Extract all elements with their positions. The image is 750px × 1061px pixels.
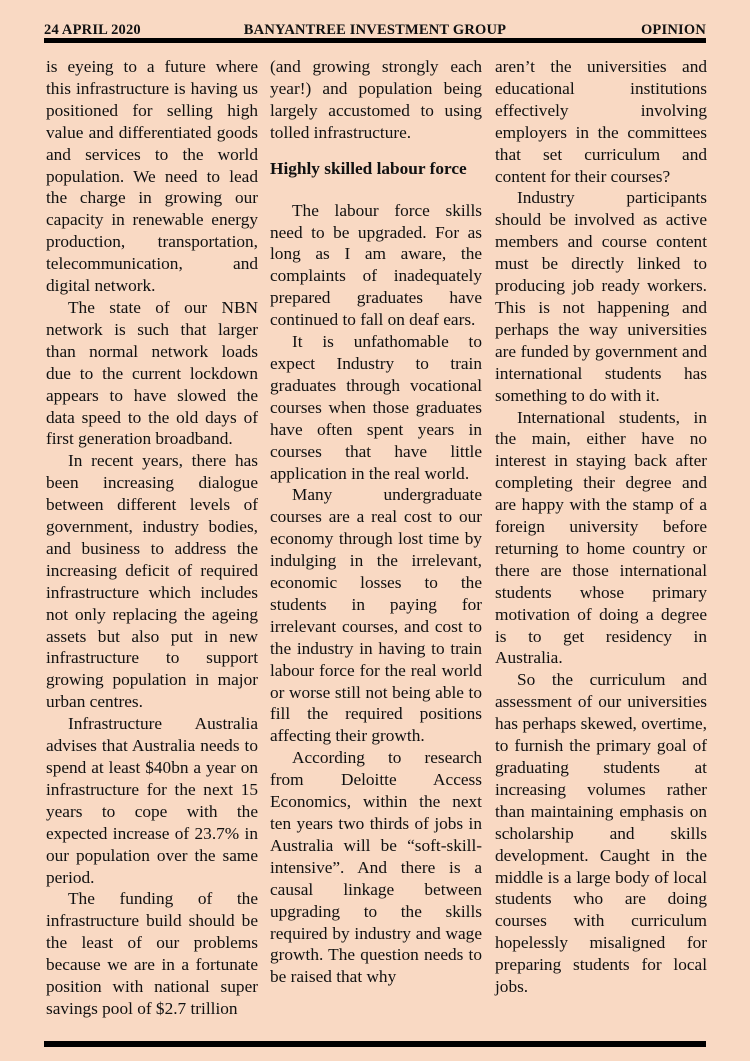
paragraph: The funding of the infrastructure build should be the least of our problems because we are in a fortunate position with national super savings pool of $2.7 trillion xyxy=(46,889,258,1018)
section-heading: Highly skilled labour force xyxy=(270,158,467,178)
paragraph: In recent years, there has been increasing dialogue between different levels of government, industry bodies, and business to address the increasing deficit of required infrastructure which includes not only replacing the ageing assets but also put in new infrastructure to support growing population in major urban centres. xyxy=(46,451,258,712)
header-rule xyxy=(44,38,706,43)
paragraph: According to research from Deloitte Access Economics, within the next ten years two thirds of jobs in Australia will be “soft-skill-intensive”. And there is a causal linkage between upgrading to the skills required by industry and wage growth. The question needs to be raised that why xyxy=(270,748,482,987)
footer-rule xyxy=(44,1041,706,1047)
paragraph: Industry participants should be involved as active members and course content must be directly linked to producing job ready workers. This is not happening and perhaps the way universities are funded by government and international students has something to do with it. xyxy=(495,188,707,405)
paragraph: Many undergraduate courses are a real cost to our economy through lost time by indulging in the irrelevant, economic losses to the students in paying for irrelevant courses, and cost to the industry in having to train labour force for the real world or worse still not being able to fill the required positions affecting their growth. xyxy=(270,485,482,746)
column-3 xyxy=(495,56,707,998)
paragraph: (and growing strongly each year!) and population being largely accustomed to using tolled infrastructure. xyxy=(270,57,482,142)
paragraph: is eyeing to a future where this infrastructure is having us positioned for selling high value and differentiated goods and services to the world population. We need to lead the charge in growing our capacity in renewable energy production, transportation, telecommunication, and digital network. xyxy=(46,57,258,296)
issue-date: 24 APRIL 2020 xyxy=(44,22,141,38)
paragraph: It is unfathomable to expect Industry to train graduates through vocational courses when those graduates have often spent years in courses that have little application in the real world. xyxy=(270,332,482,483)
paragraph: The state of our NBN network is such that larger than normal network loads due to the current lockdown appears to have slowed the data speed to the old days of first generation broadband. xyxy=(46,297,258,449)
paragraph: The labour force skills need to be upgraded. For as long as I am aware, the complaints of inadequately prepared graduates have continued to fall on deaf ears. xyxy=(270,200,482,330)
column-1 xyxy=(46,56,258,1020)
paragraph: So the curriculum and assessment of our universities has perhaps skewed, overtime, to furnish the primary goal of graduating students at increasing volumes rather than maintaining emphasis on scholarship and skills development. Caught in the middle is a large body of local students who are doing courses with curriculum hopelessly misaligned for preparing students for local jobs. xyxy=(495,670,707,997)
publication-name: BANYANTREE INVESTMENT GROUP xyxy=(243,22,507,38)
column-2 xyxy=(270,56,482,988)
section-label: OPINION xyxy=(640,22,706,38)
paragraph: International students, in the main, either have no interest in staying back after completing their degree and are happy with the stamp of a foreign university before returning to home country or there are those international students whose primary motivation of doing a degree is to get residency in Australia. xyxy=(495,407,707,668)
paragraph: aren’t the universities and educational institutions effectively involving employers in the committees that set curriculum and content for their courses? xyxy=(495,57,707,186)
page-header xyxy=(44,18,706,40)
paragraph: Infrastructure Australia advises that Australia needs to spend at least $40bn a year on infrastructure for the next 15 years to cope with the expected increase of 23.7% in our population over the same period. xyxy=(46,714,258,887)
